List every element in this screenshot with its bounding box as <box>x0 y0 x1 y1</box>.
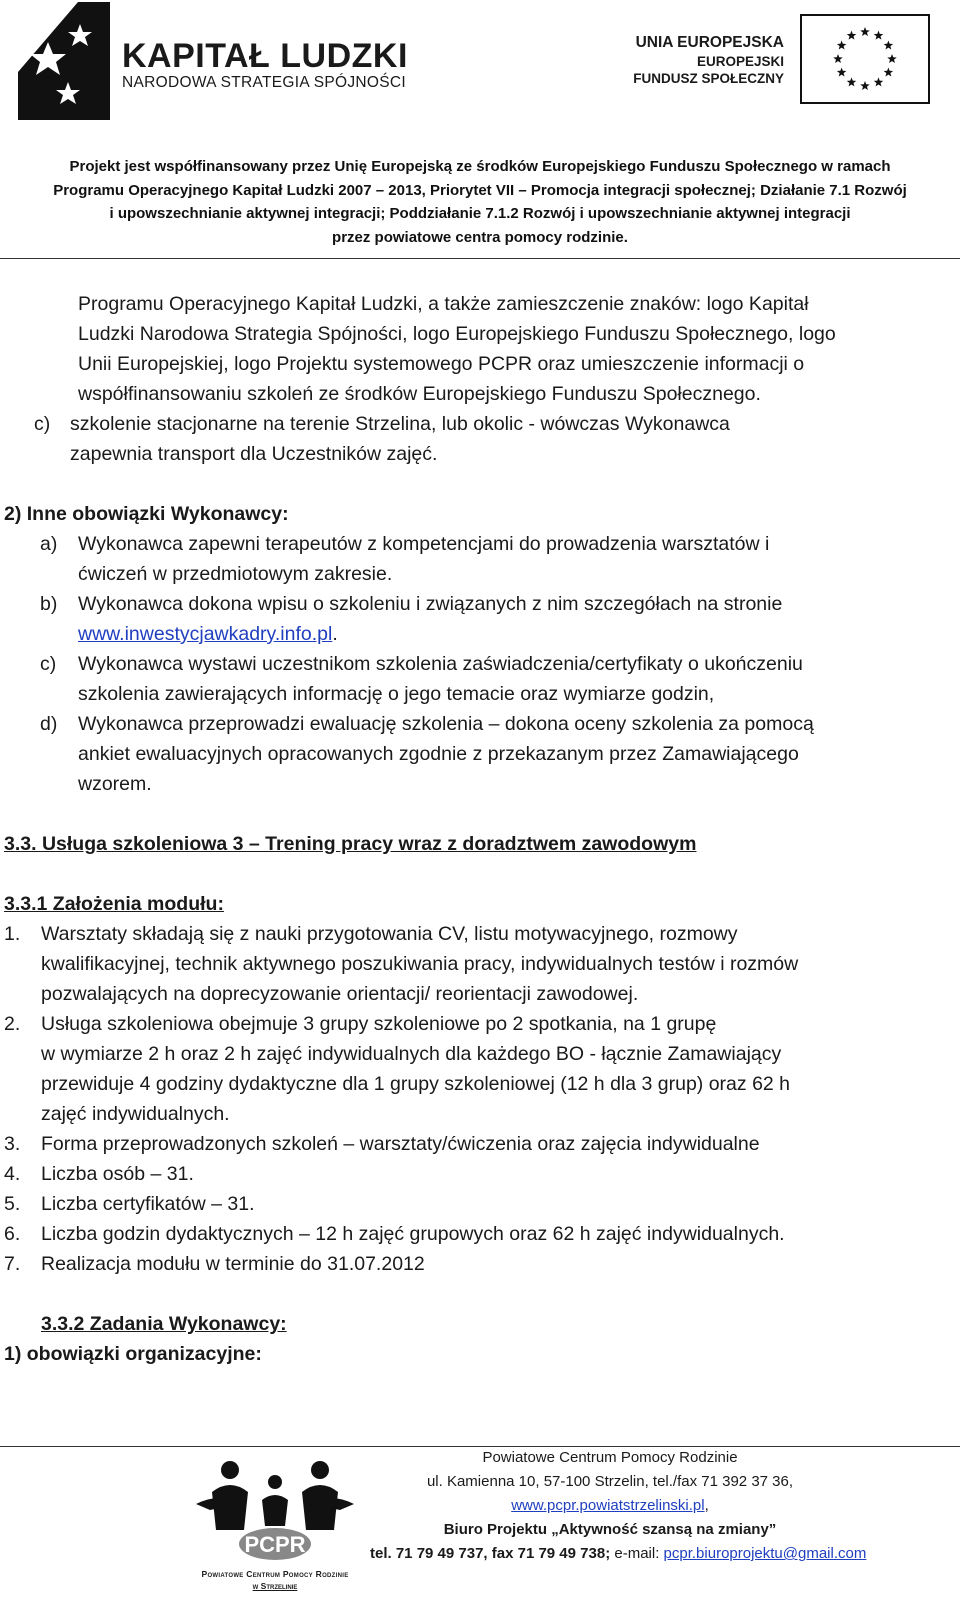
ue-line1: UNIA EUROPEJSKA <box>635 34 784 51</box>
pcpr-website-link[interactable]: www.pcpr.powiatstrzelinski.pl <box>511 1497 705 1514</box>
list-item-line: szkolenia zawierających informację o jego temacie oraz wymiarze godzin, <box>78 683 715 705</box>
list-item-line: Usługa szkoleniowa obejmuje 3 grupy szkoleniowe po 2 spotkania, na 1 grupę <box>41 1013 717 1035</box>
kapital-ludzki-subtitle: NARODOWA STRATEGIA SPÓJNOŚCI <box>122 74 406 91</box>
paragraph-line: Programu Operacyjnego Kapitał Ludzki, a także zamieszczenie znaków: logo Kapitał <box>78 293 809 315</box>
list-marker: a) <box>40 533 58 555</box>
pcpr-logo-caption: Powiatowe Centrum Pomocy Rodzinie <box>201 1569 349 1579</box>
list-item-line: ankiet ewaluacyjnych opracowanych zgodnie z przekazanym przez Zamawiającego <box>78 743 799 765</box>
list-item-line: Warsztaty składają się z nauki przygotowania CV, listu motywacyjnego, rozmowy <box>41 923 738 945</box>
paragraph-line: współfinansowaniu szkoleń ze środków Europejskiego Funduszu Społecznego. <box>78 383 761 405</box>
footer-phone-fax: tel. 71 79 49 737, fax 71 79 49 738; <box>370 1545 611 1562</box>
list-marker: b) <box>40 593 58 615</box>
paragraph-line: Ludzki Narodowa Strategia Spójności, logo Europejskiego Funduszu Społecznego, logo <box>78 323 836 345</box>
list-item-line: pozwalających na doprecyzowanie orientacji/ reorientacji zawodowej. <box>41 983 639 1005</box>
project-line: i upowszechnianie aktywnej integracji; Poddziałanie 7.1.2 Rozwój i upowszechnianie aktywnej integracji <box>109 205 851 222</box>
list-number: 7. <box>4 1253 21 1275</box>
inwestycja-link[interactable]: www.inwestycjawkadry.info.pl <box>78 623 333 645</box>
list-item-line: w wymiarze 2 h oraz 2 h zajęć indywidualnych dla każdego BO - łącznie Zamawiający <box>41 1043 782 1065</box>
list-item-line <box>78 619 338 649</box>
list-item-line: Liczba godzin dydaktycznych – 12 h zajęć grupowych oraz 62 h zajęć indywidualnych. <box>41 1223 785 1245</box>
project-line: przez powiatowe centra pomocy rodzinie. <box>332 228 628 246</box>
ue-line2: EUROPEJSKI <box>696 54 784 69</box>
kapital-ludzki-title: KAPITAŁ LUDZKI <box>122 37 408 75</box>
eu-flag-icon <box>800 14 930 104</box>
list-item-line: ćwiczeń w przedmiotowym zakresie. <box>78 563 393 585</box>
list-item-line: Forma przeprowadzonych szkoleń – warsztaty/ćwiczenia oraz zajęcia indywidualne <box>41 1133 760 1155</box>
footer-website-line <box>370 1494 960 1518</box>
list-item-line: Wykonawca zapewni terapeutów z kompetencjami do prowadzenia warsztatów i <box>78 533 770 555</box>
list-item-line: wzorem. <box>78 773 152 795</box>
kapital-ludzki-logo <box>18 2 418 120</box>
list-item-line: zajęć indywidualnych. <box>41 1103 230 1125</box>
list-item-line: kwalifikacyjnej, technik aktywnego poszukiwania pracy, indywidualnych testów i rozmów <box>41 953 799 975</box>
list-number: 1. <box>4 923 21 945</box>
list-marker: c) <box>40 653 57 675</box>
footer-project-office: Biuro Projektu „Aktywność szansą na zmiany” <box>443 1521 777 1538</box>
header-divider <box>0 258 960 259</box>
list-item-line: przewiduje 4 godziny dydaktyczne dla 1 grupy szkoleniowej (12 h dla 3 grup) oraz 62 h <box>41 1073 791 1095</box>
pcpr-logo-caption: w Strzelinie <box>252 1581 298 1591</box>
section-heading-3-3-1: 3.3.1 Założenia modułu: <box>4 893 224 915</box>
list-item-line: zapewnia transport dla Uczestników zajęć. <box>70 443 438 465</box>
list-number: 5. <box>4 1193 21 1215</box>
list-item-line: Liczba certyfikatów – 31. <box>41 1193 255 1215</box>
ue-line3: FUNDUSZ SPOŁECZNY <box>633 71 784 86</box>
list-item-line: Wykonawca wystawi uczestnikom szkolenia zaświadczenia/certyfikaty o ukończeniu <box>78 653 803 675</box>
list-number: 3. <box>4 1133 21 1155</box>
list-item-line: Wykonawca przeprowadzi ewaluację szkolenia – dokona oceny szkolenia za pomocą <box>78 713 814 735</box>
email-label: e-mail: <box>610 1545 664 1562</box>
pcpr-logo-text: PCPR <box>244 1532 306 1557</box>
section-heading-3-3-2: 3.3.2 Zadania Wykonawcy: <box>41 1313 287 1335</box>
list-number: 2. <box>4 1013 21 1035</box>
kapital-ludzki-emblem <box>18 2 110 120</box>
link-suffix: . <box>332 623 338 645</box>
list-item-line: Realizacja modułu w terminie do 31.07.2012 <box>41 1253 425 1275</box>
section-heading-org: 1) obowiązki organizacyjne: <box>4 1343 262 1365</box>
project-line: Programu Operacyjnego Kapitał Ludzki 2007 – 2013, Priorytet VII – Promocja integracji społecznej; Działanie 7.1 Rozwój <box>53 181 907 199</box>
list-marker: d) <box>40 713 58 735</box>
list-number: 4. <box>4 1163 21 1185</box>
project-line: Projekt jest współfinansowany przez Unię Europejską ze środków Europejskiego Funduszu Społecznego w ramach <box>69 158 891 175</box>
list-marker: c) <box>34 413 51 435</box>
footer-contact <box>370 1446 960 1566</box>
list-number: 6. <box>4 1223 21 1245</box>
website-suffix: , <box>704 1497 709 1514</box>
list-item-line: Liczba osób – 31. <box>41 1163 194 1185</box>
pcpr-logo <box>190 1452 360 1600</box>
footer-org-name: Powiatowe Centrum Pomocy Rodzinie <box>482 1449 738 1466</box>
email-link[interactable]: pcpr.biuroprojektu@gmail.com <box>663 1545 867 1562</box>
project-info <box>0 155 960 249</box>
paragraph-line: Unii Europejskiej, logo Projektu systemowego PCPR oraz umieszczenie informacji o <box>78 353 805 375</box>
section-heading: 2) Inne obowiązki Wykonawcy: <box>4 503 289 525</box>
ue-logo <box>600 14 930 109</box>
list-item-line: Wykonawca dokona wpisu o szkoleniu i związanych z nim szczegółach na stronie <box>78 593 783 615</box>
footer-contact-line <box>370 1542 960 1566</box>
footer-address: ul. Kamienna 10, 57-100 Strzelin, tel./fax 71 392 37 36, <box>426 1473 794 1490</box>
list-item-line: szkolenie stacjonarne na terenie Strzelina, lub okolic - wówczas Wykonawca <box>70 413 730 435</box>
section-heading-3-3: 3.3. Usługa szkoleniowa 3 – Trening pracy wraz z doradztwem zawodowym <box>4 833 697 855</box>
